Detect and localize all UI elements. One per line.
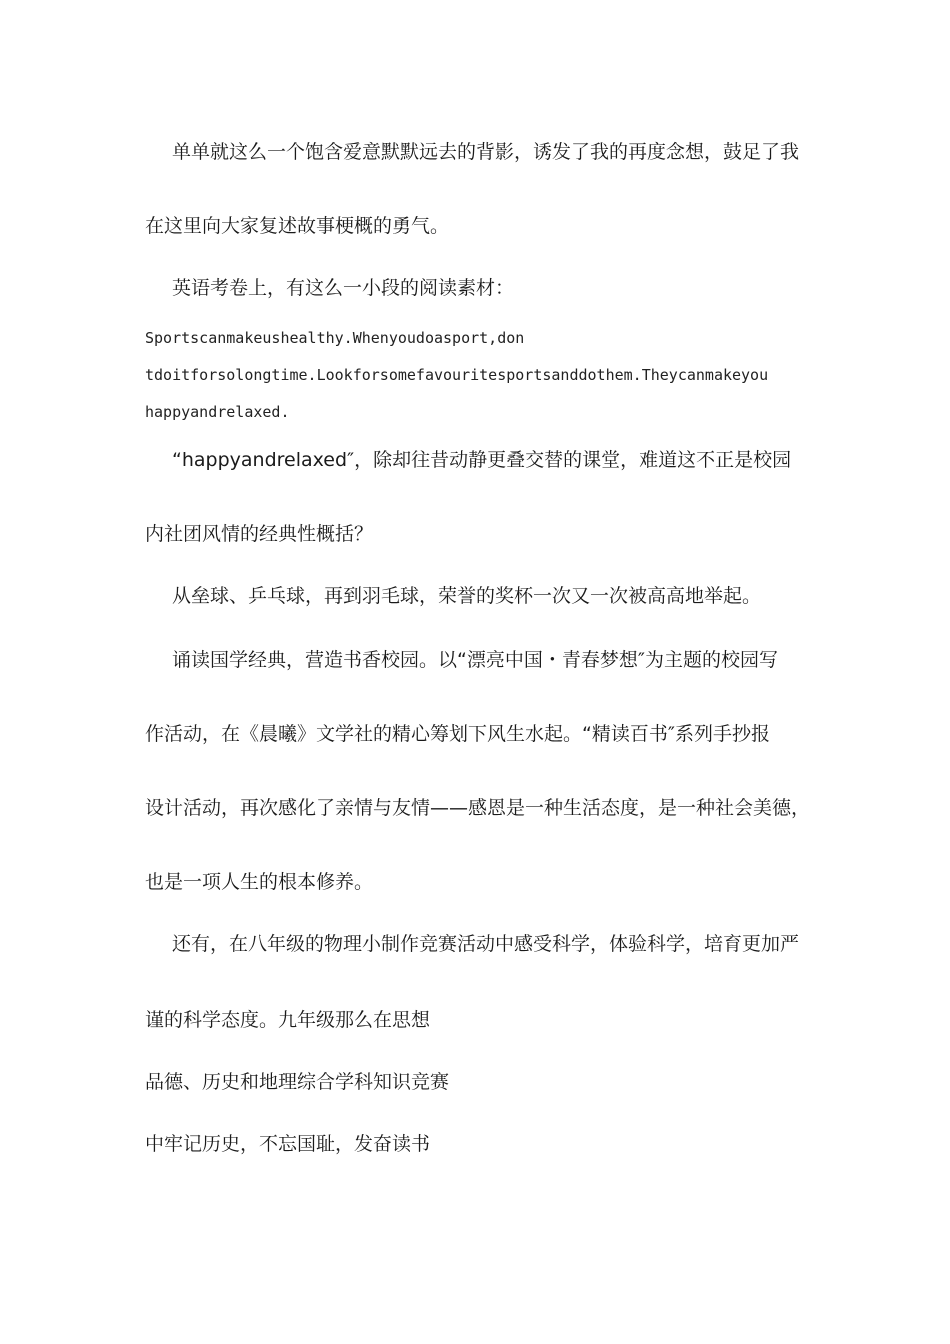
paragraph-line: 中牢记历史，不忘国耻，发奋读书 (145, 1133, 431, 1155)
english-text-line: Sportscanmakeushealthy.Whenyoudoasport,don (145, 329, 525, 347)
english-text-line: tdoitforsolongtime.Lookforsomefavouritesportsanddothem.Theycanmakeyou (145, 366, 769, 384)
paragraph-line: 还有，在八年级的物理小制作竞赛活动中感受科学，体验科学，培育更加严 (172, 933, 800, 955)
paragraph-line: 作活动，在《晨曦》文学社的精心筹划下风生水起。“精读百书″系列手抄报 (145, 723, 770, 745)
paragraph-line: 品德、历史和地理综合学科知识竞赛 (145, 1071, 450, 1093)
paragraph-line: 内社团风情的经典性概括？ (145, 523, 374, 545)
paragraph-line: 也是一项人生的根本修养。 (145, 871, 374, 893)
english-text-line: happyandrelaxed. (145, 403, 290, 421)
paragraph-line: “happyandrelaxed″，除却往昔动静更叠交替的课堂，难道这不正是校园 (172, 449, 792, 471)
paragraph-line: 在这里向大家复述故事梗概的勇气。 (145, 215, 450, 237)
paragraph-line: 英语考卷上，有这么一小段的阅读素材： (172, 277, 515, 299)
paragraph-line: 单单就这么一个饱含爱意默默远去的背影，诱发了我的再度念想，鼓足了我 (172, 141, 800, 163)
paragraph-line: 设计活动，再次感化了亲情与友情——感恩是一种生活态度，是一种社会美德， (145, 797, 811, 819)
paragraph-line: 诵读国学经典，营造书香校园。以“漂亮中国・青春梦想″为主题的校园写 (172, 649, 778, 671)
paragraph-line: 谨的科学态度。九年级那么在思想 (145, 1009, 431, 1031)
paragraph-line: 从垒球、乒乓球，再到羽毛球，荣誉的奖杯一次又一次被高高地举起。 (172, 585, 762, 607)
